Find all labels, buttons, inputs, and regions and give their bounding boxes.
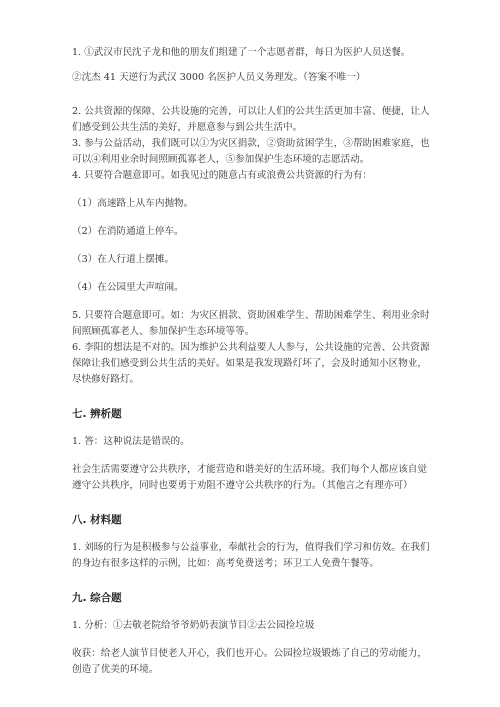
- section-7-heading: 七. 辨析题: [72, 408, 122, 420]
- answer-6-2: 2. 公共资源的保障、公共设施的完善，可以让人们的公共生活更加丰富、便捷，让人们感受到公共生活的美好，并愿意参与到公共生活中。: [72, 106, 430, 133]
- section-9-heading: 九. 综合题: [72, 592, 122, 604]
- answer-9-1: 1. 分析：①去敬老院给爷爷奶奶表演节目②去公园捡垃圾: [72, 620, 315, 631]
- answer-6-6: 6. 李阳的想法是不对的。因为维护公共利益要人人参与，公共设施的完善、公共资源保障让我们感受到公共生活的美好。如果是我发现路灯坏了，会及时通知小区物业，尽快修好路灯。: [72, 342, 430, 385]
- answer-7-1-explanation: 社会生活需要遵守公共秩序，才能营造和谐美好的生活环境。我们每个人都应该自觉遵守公共秩序，同时也要勇于劝阻不遵守公共秩序的行为。（其他言之有理亦可）: [72, 464, 427, 491]
- answer-6-4-item: （3）在人行道上摆摊。: [72, 254, 175, 265]
- answer-6-4-item: （2）在消防通道上停车。: [72, 226, 184, 237]
- answer-6-4: 4. 只要符合题意即可。如我见过的随意占有或浪费公共资源的行为有：: [72, 170, 373, 181]
- answer-6-3: 3. 参与公益活动，我们既可以①为灾区捐款，②资助贫困学生，③帮助困难家庭，也可以④利用业余时间照顾孤寡老人，⑤参加保护生态环境的志愿活动。: [72, 138, 430, 165]
- answer-6-1a: 1. ①武汉市民沈子龙和他的朋友们组建了一个志愿者群，每日为医护人员送餐。: [72, 47, 411, 58]
- answer-6-4-item: （4）在公园里大声喧闹。: [72, 282, 184, 293]
- section-8-heading: 八. 材料题: [72, 514, 122, 526]
- answer-7-1: 1. 答：这种说法是错误的。: [72, 436, 190, 447]
- answer-6-4-item: （1）高速路上从车内抛物。: [72, 198, 194, 209]
- answer-6-1b: ②沈杰 41 天逆行为武汉 3000 名医护人员义务理发。（答案不唯一）: [72, 72, 366, 83]
- answer-8-1: 1. 刘旸的行为是积极参与公益事业，奉献社会的行为，值得我们学习和仿效。在我们的身边有很多这样的示例，比如：高考免费送考；环卫工人免费午餐等。: [72, 542, 430, 569]
- answer-6-5: 5. 只要符合题意即可。如：为灾区捐款、资助困难学生、帮助困难学生、利用业余时间照顾孤寡老人、参加保护生态环境等等。: [72, 310, 430, 337]
- answer-9-1-gain: 收获：给老人演节目使老人开心，我们也开心。公园捡垃圾锻炼了自己的劳动能力，创造了优美的环境。: [72, 648, 427, 675]
